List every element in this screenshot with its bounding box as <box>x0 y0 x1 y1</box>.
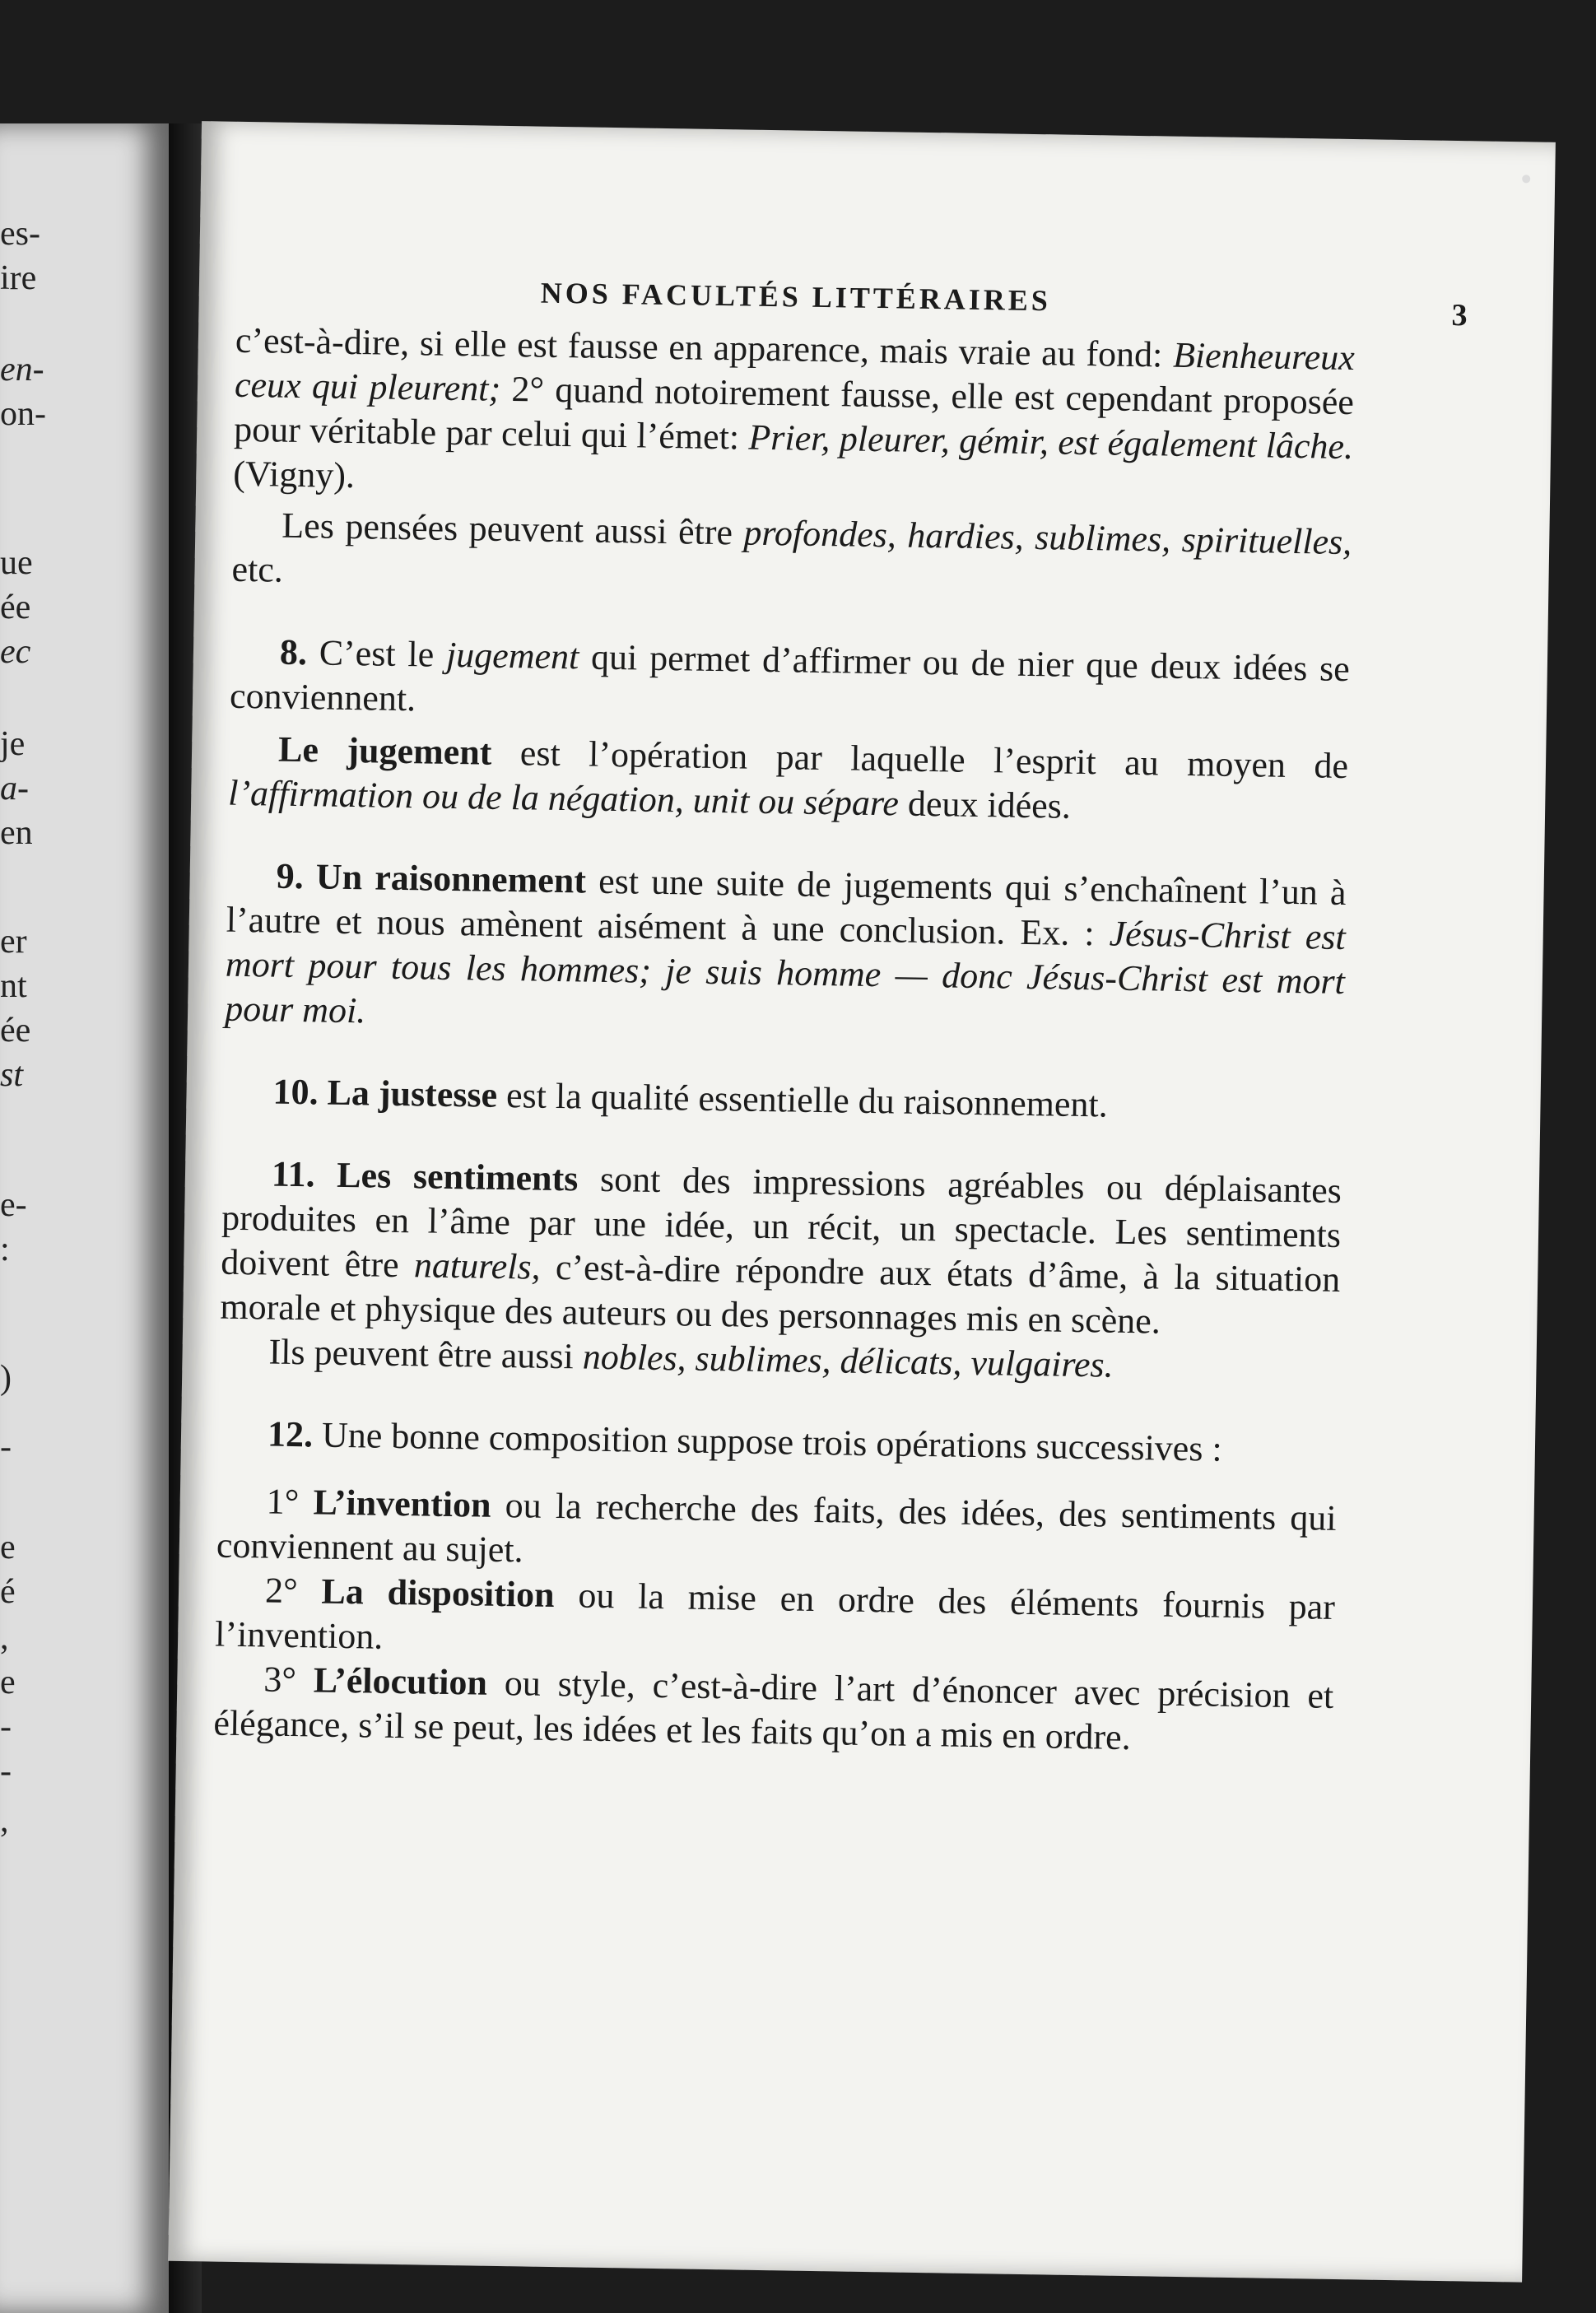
section-number: 8. <box>279 631 308 673</box>
left-page-fragment: ée <box>0 1012 31 1049</box>
example-quote: Jésus-Christ est mort pour tous les hommes; je suis homme — donc Jésus-Christ est mort pour moi. <box>224 913 1347 1031</box>
bold-term: Le jugement <box>277 728 492 773</box>
left-page-fragment: je <box>0 725 26 763</box>
text-run: Une bonne composition suppose trois opérations successives : <box>312 1414 1223 1469</box>
bold-term: Les sentiments <box>314 1154 579 1199</box>
left-page-fragment: e <box>0 1529 16 1566</box>
text-run: C’est le <box>306 632 447 675</box>
section-number: 12. <box>267 1413 314 1455</box>
text-run: c’est-à-dire, si elle est fausse en apparence, mais vraie au fond: <box>235 319 1174 375</box>
text-run: (Vigny). <box>232 453 356 496</box>
bold-term: L’invention <box>298 1482 491 1525</box>
example-quote: Bienheureux ceux qui pleurent; <box>234 334 1356 409</box>
left-page-fragment: é <box>0 1573 16 1611</box>
italic-term: naturels, <box>413 1245 541 1287</box>
page-number: 3 <box>1451 297 1471 333</box>
section-11 <box>220 1152 1342 1347</box>
right-page <box>168 121 1556 2283</box>
italic-run: l’affirmation ou de la négation, unit ou sépare <box>227 772 900 824</box>
section-8-definition <box>228 727 1349 833</box>
italic-term: jugement <box>445 634 579 677</box>
section-number: 10. <box>272 1071 319 1113</box>
left-page-fragment: ire <box>0 259 37 297</box>
left-page-fragment: e <box>0 1664 16 1701</box>
section-8 <box>230 630 1351 736</box>
example-quote: Prier, pleurer, gémir, est également lâche. <box>748 417 1354 468</box>
pensees-paragraph <box>231 503 1352 609</box>
running-head <box>235 266 1471 333</box>
left-page-fragment: - <box>0 1752 12 1790</box>
left-page-fragment: nt <box>0 967 27 1005</box>
left-page-fragment: , <box>0 1619 9 1657</box>
left-page-fragment: en- <box>0 351 44 389</box>
section-10 <box>223 1069 1343 1131</box>
text-run: Les pensées peuvent aussi être <box>282 505 744 553</box>
left-page-fragment: on- <box>0 395 46 433</box>
left-page-fragment: ue <box>0 544 33 582</box>
left-page-fragment: e- <box>0 1186 27 1224</box>
italic-run: profondes, hardies, sublimes, spirituelles, <box>743 512 1352 563</box>
continuation-paragraph <box>233 319 1355 514</box>
section-number: 9. <box>276 855 305 897</box>
left-page-fragment: en <box>0 814 33 852</box>
text-run: etc. <box>231 548 284 590</box>
section-number: 11. <box>271 1153 315 1195</box>
text-run: c’est-à-dire répondre aux états d’âme, à la situation morale et physique des auteurs ou des personnages mis en scène. <box>220 1246 1341 1342</box>
operation-number: 2° <box>264 1570 299 1612</box>
left-page-fragment: , <box>0 1802 9 1840</box>
operation-number: 3° <box>263 1659 297 1701</box>
text-run: deux idées. <box>898 783 1072 826</box>
operation-number: 1° <box>266 1481 300 1523</box>
text-run: sont des impressions agréables ou déplaisantes produites en l’âme par une idée, un récit, un spectacle. Les sentiments doivent être <box>220 1158 1342 1286</box>
text-run: qui permet d’affirmer ou de nier que deux idées se conviennent. <box>229 636 1351 719</box>
italic-run: nobles, sublimes, délicats, vulgaires. <box>582 1336 1114 1385</box>
text-run: ou la recherche des faits, des idées, des sentiments qui conviennent au sujet. <box>216 1484 1337 1571</box>
bold-term: Un raisonnement <box>303 856 587 901</box>
text-run: ou style, c’est-à-dire l’art d’énoncer avec précision et élégance, s’il se peut, les idées et les faits qu’on a mis en ordre. <box>213 1662 1334 1758</box>
operation-1 <box>216 1479 1337 1585</box>
left-page-fragment: es- <box>0 215 40 253</box>
text-column <box>213 266 1471 1763</box>
left-page-fragment: ée <box>0 589 31 626</box>
operation-3 <box>213 1657 1334 1763</box>
text-run: Ils peuvent être aussi <box>268 1331 584 1377</box>
left-page-fragment: a- <box>0 770 29 807</box>
left-page-fragment: - <box>0 1428 12 1466</box>
text-run: est la qualité essentielle du raisonnement. <box>496 1074 1109 1125</box>
text-run: est l’opération par laquelle l’esprit au moyen de <box>491 732 1349 787</box>
left-page-fragment: : <box>0 1231 10 1268</box>
text-run: est une suite de jugements qui s’enchaînent l’un à l’autre et nous amènent aisément à une conclusion. Ex. : <box>226 860 1347 954</box>
section-9 <box>225 854 1347 1049</box>
left-page-fragment: st <box>0 1056 24 1094</box>
bold-term: La justesse <box>318 1072 498 1115</box>
text-run: ou la mise en ordre des éléments fournis par l’invention. <box>214 1575 1336 1657</box>
left-page-fragment: er <box>0 923 27 961</box>
bold-term: L’élocution <box>295 1659 488 1703</box>
scan-dust <box>1522 175 1530 183</box>
left-page-fragment: ) <box>0 1359 12 1397</box>
left-page-fragment: ec <box>0 633 31 671</box>
section-12 <box>218 1412 1338 1473</box>
running-head-title: NOS FACULTÉS LITTÉRAIRES <box>540 276 1052 318</box>
operation-2 <box>215 1568 1336 1674</box>
left-page-fragment: - <box>0 1708 12 1746</box>
bold-term: La disposition <box>297 1571 555 1616</box>
text-run: 2° quand notoirement fausse, elle est cependant proposée pour véritable par celui qui l’émet: <box>233 368 1355 458</box>
left-page-edge <box>0 123 169 2313</box>
